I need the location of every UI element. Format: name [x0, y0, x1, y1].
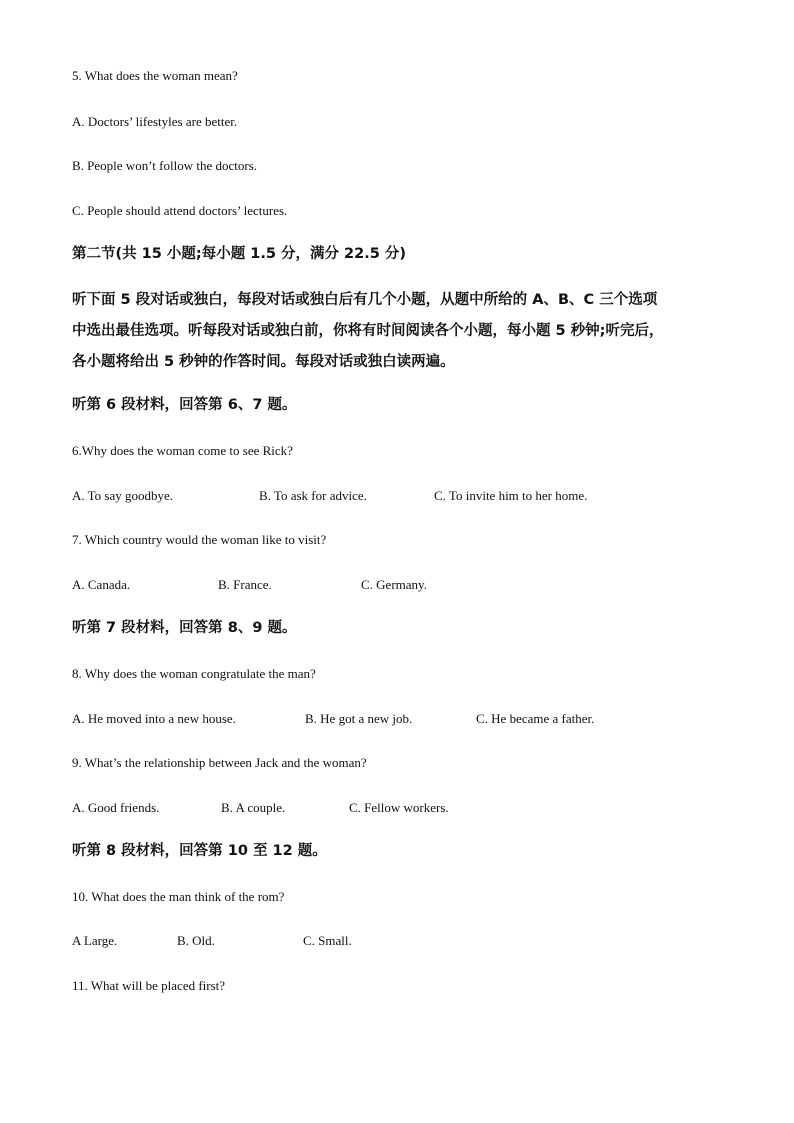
instructions-line-1: 听下面 5 段对话或独白，每段对话或独白后有几个小题，从题中所给的 A、B、C 三个选项: [72, 292, 658, 308]
q7-option-c: C. Germany.: [361, 577, 427, 592]
q7-stem: 7. Which country would the woman like to visit?: [72, 532, 327, 547]
q8-option-a: A. He moved into a new house.: [72, 711, 236, 726]
group-7-heading: 听第 7 段材料，回答第 8、9 题。: [72, 620, 297, 636]
q5-option-c: C. People should attend doctors’ lectures.: [72, 203, 288, 218]
group-8-heading: 听第 8 段材料，回答第 10 至 12 题。: [72, 843, 327, 859]
q10-option-b: B. Old.: [177, 933, 215, 948]
q10-option-a: A Large.: [72, 933, 118, 948]
q10-option-c: C. Small.: [303, 933, 352, 948]
q5-stem: 5. What does the woman mean?: [72, 68, 238, 83]
q6-stem: 6.Why does the woman come to see Rick?: [72, 443, 293, 458]
q6-option-b: B. To ask for advice.: [259, 488, 367, 503]
q8-stem: 8. Why does the woman congratulate the man?: [72, 666, 316, 681]
q9-option-b: B. A couple.: [221, 800, 286, 815]
q9-option-c: C. Fellow workers.: [349, 800, 449, 815]
q9-option-a: A. Good friends.: [72, 800, 160, 815]
q9-stem: 9. What’s the relationship between Jack and the woman?: [72, 755, 367, 770]
q5-option-a: A. Doctors’ lifestyles are better.: [72, 114, 238, 129]
instructions-line-2: 中选出最佳选项。听每段对话或独白前，你将有时间阅读各个小题，每小题 5 秒钟;听完后，: [72, 323, 664, 339]
q10-stem: 10. What does the man think of the rom?: [72, 889, 285, 904]
q8-option-b: B. He got a new job.: [305, 711, 413, 726]
group-6-heading: 听第 6 段材料，回答第 6、7 题。: [72, 397, 297, 413]
q8-option-c: C. He became a father.: [476, 711, 595, 726]
instructions-line-3: 各小题将给出 5 秒钟的作答时间。每段对话或独白读两遍。: [72, 354, 455, 370]
q5-option-b: B. People won’t follow the doctors.: [72, 158, 257, 173]
q7-option-a: A. Canada.: [72, 577, 131, 592]
q11-stem: 11. What will be placed first?: [72, 978, 226, 993]
q6-option-c: C. To invite him to her home.: [434, 488, 588, 503]
q6-option-a: A. To say goodbye.: [72, 488, 174, 503]
q7-option-b: B. France.: [218, 577, 272, 592]
section-2-title: 第二节(共 15 小题;每小题 1.5 分，满分 22.5 分): [72, 246, 406, 262]
